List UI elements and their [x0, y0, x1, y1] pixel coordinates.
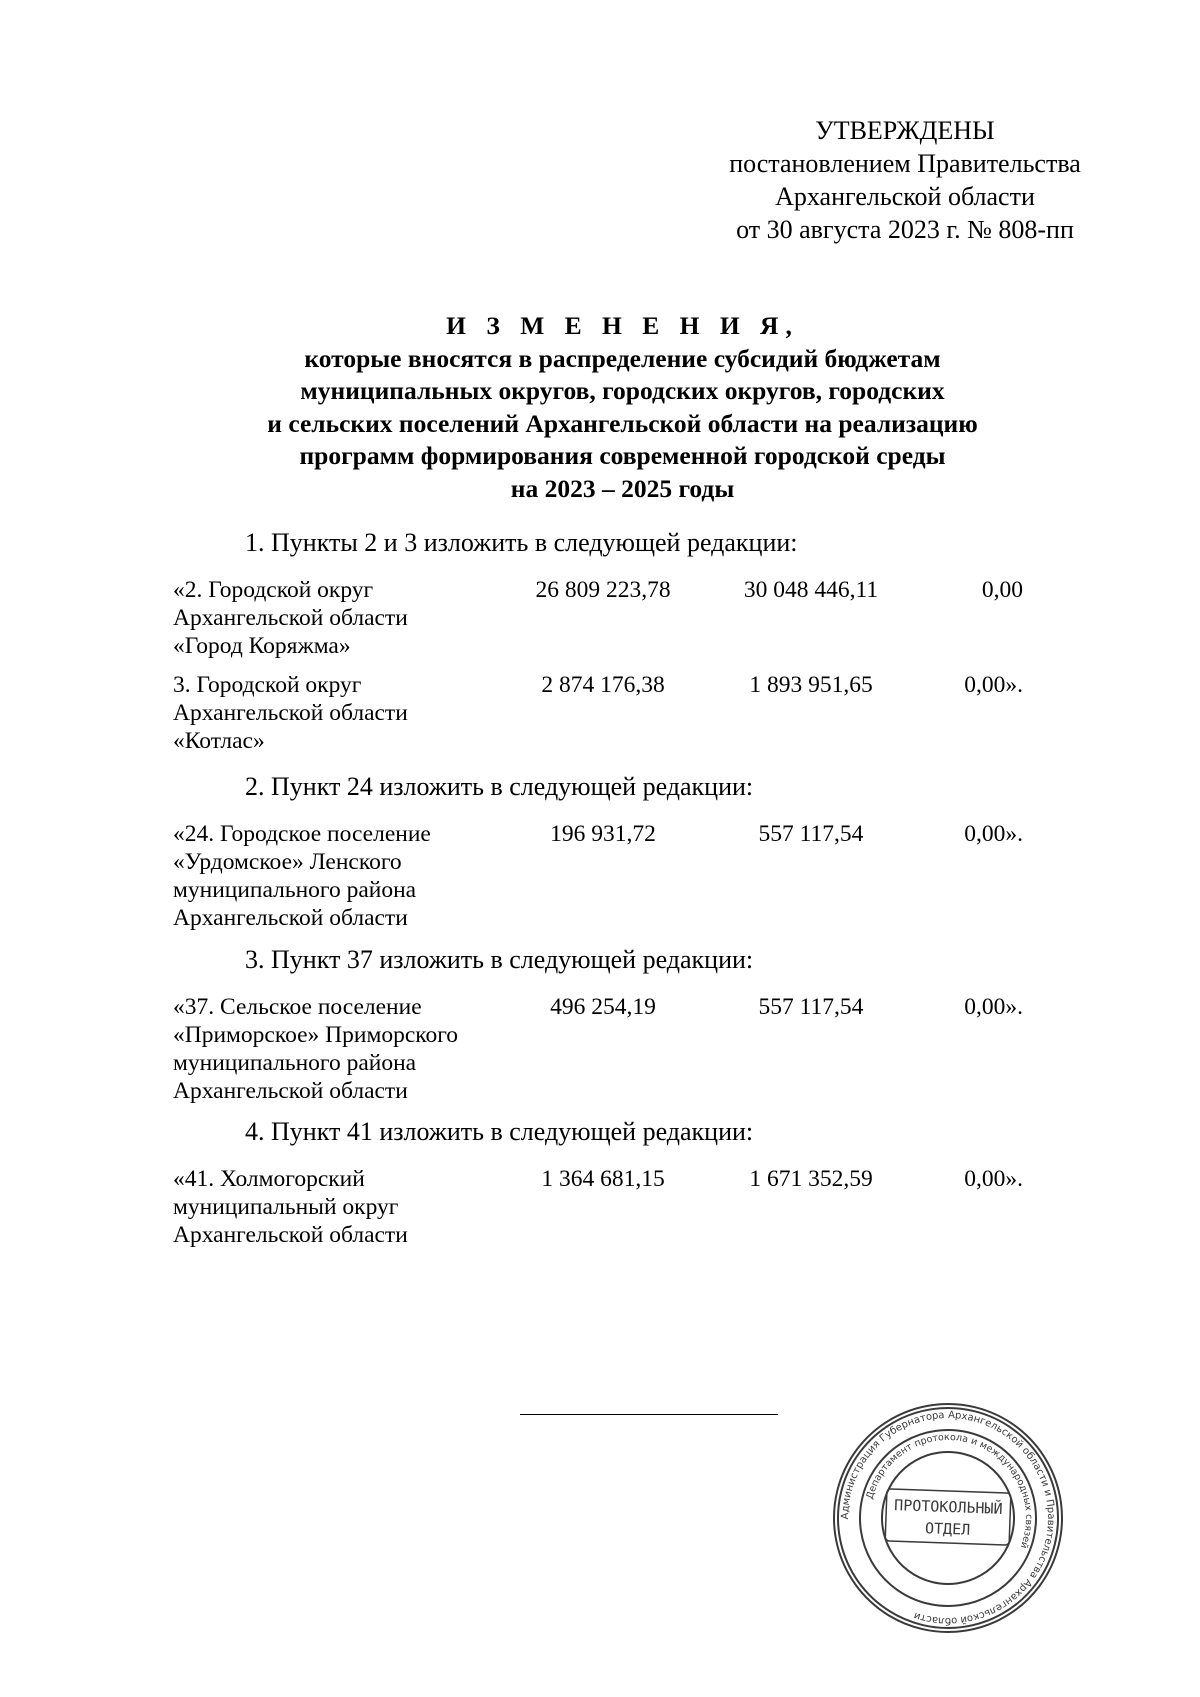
title-line: которые вносятся в распределение субсидий бюджетам: [304, 343, 941, 373]
document-title: [200, 310, 1045, 505]
value-2023: 496 254,19: [550, 994, 656, 1020]
closing-separator-line: [520, 1414, 778, 1415]
name-line: «Приморское» Приморского: [173, 1022, 459, 1048]
value-2023: 1 364 681,15: [541, 1166, 665, 1192]
value-2024: 1 893 951,65: [749, 672, 873, 698]
name-line: «37. Сельское поселение: [173, 994, 422, 1020]
municipality-name: [173, 576, 503, 660]
name-line: муниципального района: [173, 877, 417, 903]
value-2024: 557 117,54: [758, 994, 864, 1020]
name-line: Архангельской области: [173, 1222, 408, 1248]
name-line: Архангельской области: [173, 605, 408, 631]
name-line: муниципальный округ: [173, 1194, 399, 1220]
name-line: «Город Коряжма»: [173, 633, 351, 659]
name-line: 3. Городской округ: [173, 672, 362, 698]
stamp-outer-text: Администрация Губернатора Архангельской области и Правительства Архангельской области: [839, 1409, 1057, 1627]
title-line: программ формирования современной городской среды: [299, 441, 946, 470]
stamp-center-line2: ОТДЕЛ: [924, 1519, 971, 1539]
name-line: «2. Городской округ: [173, 577, 374, 603]
value-2025: 0,00».: [964, 1166, 1023, 1192]
municipality-name: [173, 671, 503, 755]
approval-line: постановлением Правительства: [729, 149, 1081, 178]
value-2024: 1 671 352,59: [749, 1166, 873, 1192]
title-line: и сельских поселений Архангельской области на реализацию: [267, 408, 978, 438]
value-2025: 0,00».: [964, 821, 1023, 847]
name-line: муниципального района: [173, 1050, 417, 1076]
value-2025: 0,00: [981, 577, 1023, 603]
approval-block: [715, 114, 1095, 246]
approval-date-number: от 30 августа 2023 г. № 808-пп: [736, 215, 1074, 244]
stamp-inner-text: Департамент протокола и международных связей: [864, 1431, 1035, 1550]
item-heading: 2. Пункт 24 изложить в следующей редакции:: [245, 772, 754, 801]
item-heading: 1. Пункты 2 и 3 изложить в следующей редакции:: [245, 528, 798, 557]
value-2023: 196 931,72: [550, 821, 656, 847]
value-2025: 0,00».: [964, 672, 1023, 698]
value-2024: 557 117,54: [758, 821, 864, 847]
stamp-center-line1: ПРОТОКОЛЬНЫЙ: [893, 1496, 1003, 1518]
name-line: «Урдомское» Ленского: [173, 849, 402, 875]
title-main: И З М Е Н Е Н И Я,: [446, 311, 799, 340]
municipality-name: [173, 820, 503, 932]
municipality-name: [173, 1165, 503, 1249]
item-heading: 4. Пункт 41 изложить в следующей редакции:: [245, 1117, 754, 1146]
title-line: на 2023 – 2025 годы: [510, 473, 735, 503]
name-line: Архангельской области: [173, 700, 408, 726]
value-2025: 0,00».: [964, 994, 1023, 1020]
title-line: муниципальных округов, городских округов, городских: [300, 376, 945, 405]
approval-line: Архангельской области: [775, 182, 1035, 211]
value-2023: 26 809 223,78: [535, 577, 671, 603]
approval-title: УТВЕРЖДЕНЫ: [815, 116, 995, 145]
name-line: Архангельской области: [173, 1078, 408, 1104]
name-line: Архангельской области: [173, 905, 408, 931]
value-2024: 30 048 446,11: [743, 577, 879, 603]
name-line: «41. Холмогорский: [173, 1166, 365, 1192]
value-2023: 2 874 176,38: [541, 672, 665, 698]
municipality-name: [173, 993, 503, 1105]
name-line: «Котлас»: [173, 728, 265, 754]
item-heading: 3. Пункт 37 изложить в следующей редакции:: [245, 945, 754, 974]
official-stamp-icon: [828, 1398, 1068, 1638]
name-line: «24. Городское поселение: [173, 821, 431, 847]
